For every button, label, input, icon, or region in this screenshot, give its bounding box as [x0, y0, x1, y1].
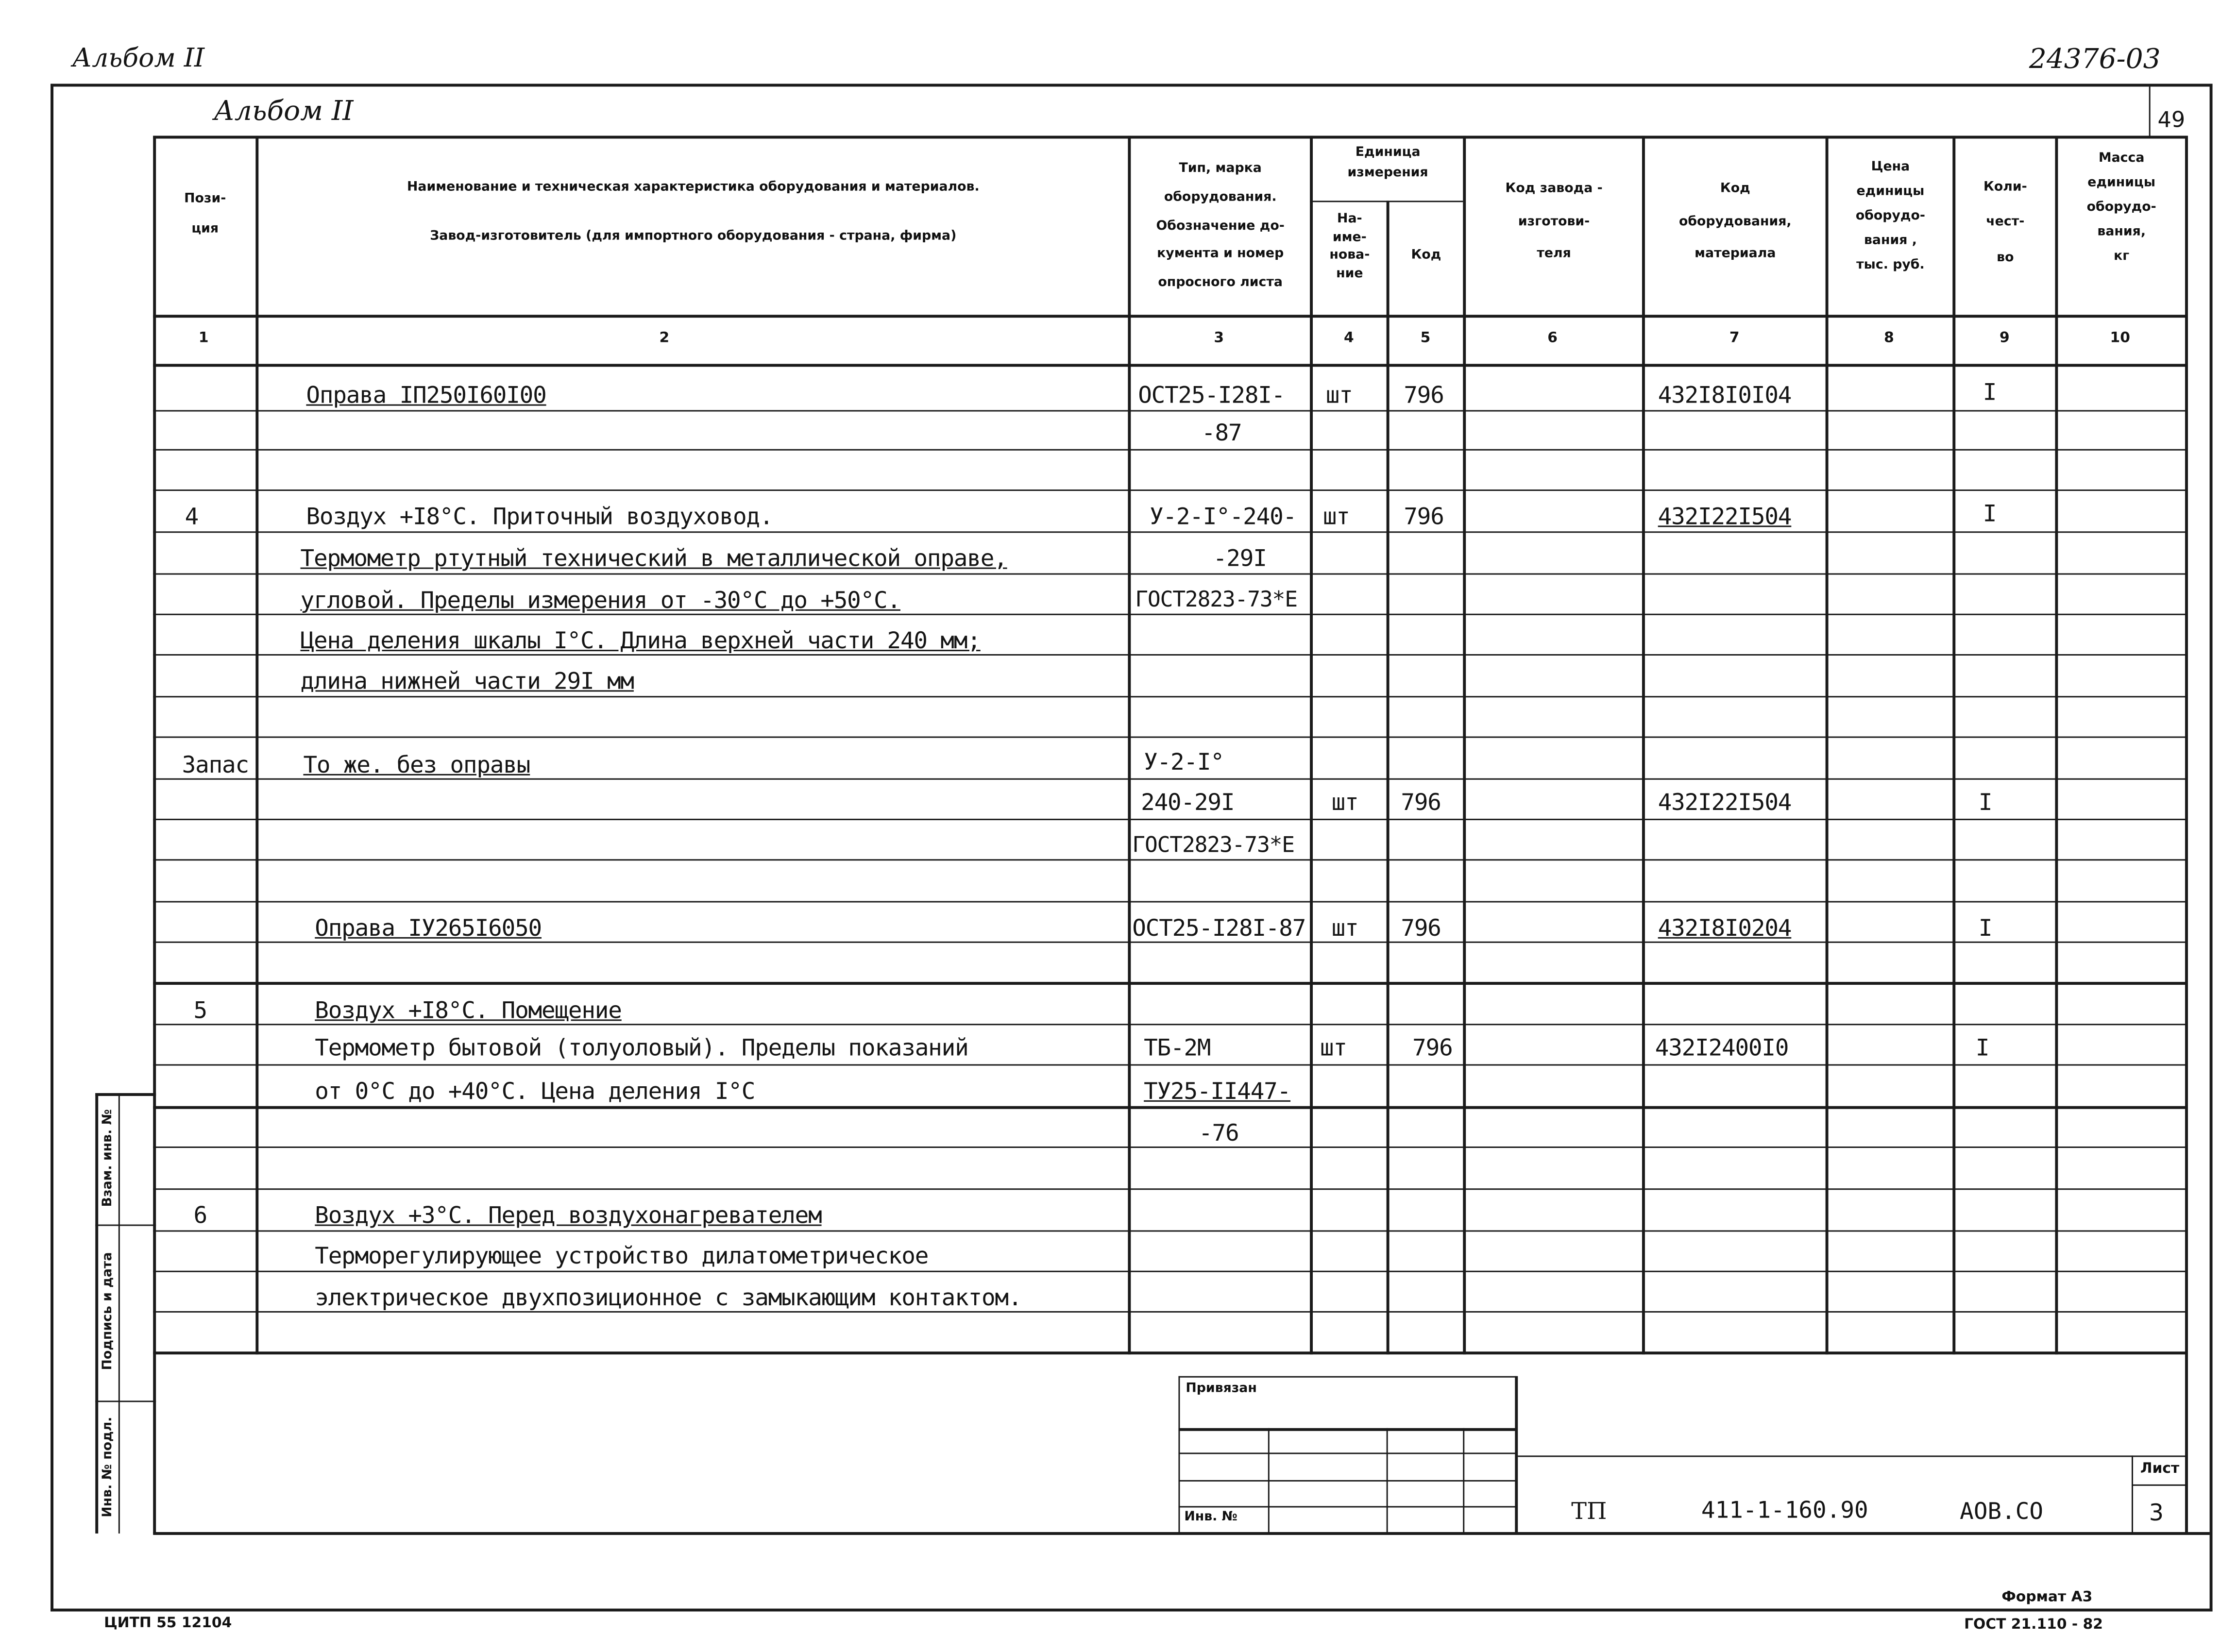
entry-doc: ГОСТ2823-73*Е — [1135, 586, 1297, 612]
stamp-line — [1518, 1455, 2188, 1457]
row-line — [153, 859, 2186, 860]
col-header-position: Пози- ция — [184, 192, 226, 236]
col-line-4 — [1387, 201, 1390, 1354]
col-header-unit-code: Код — [1411, 248, 1441, 263]
col-header-quantity: Коли- чест- во — [1983, 180, 2027, 265]
entry-qty: I — [1978, 788, 1992, 816]
entry-unit-code: 796 — [1404, 381, 1444, 409]
entry-unit: шт — [1325, 381, 1353, 409]
entry-unit-code: 796 — [1401, 788, 1441, 816]
table-top — [153, 136, 2186, 139]
entry-doc: 240-29I — [1141, 788, 1235, 816]
entry-code: 432I22I504 — [1658, 788, 1792, 816]
entry-unit: шт — [1331, 914, 1358, 942]
row-line — [153, 982, 2186, 985]
col-header-mass: Масса единицы оборудо- вания, кг — [2086, 152, 2156, 265]
frame-left — [51, 84, 53, 1611]
col-line-6 — [1642, 136, 1645, 1355]
row-line — [153, 1024, 2186, 1025]
col-number: 1 — [198, 330, 209, 347]
entry-name: Оправа IП250I60I00 — [306, 381, 546, 409]
entry-line: электрическое двухпозиционное с замыкающим контактом. — [315, 1283, 1022, 1312]
col-header-type: Тип, марка оборудования. Обозначение до- кумента и номер опросного листа — [1156, 162, 1285, 291]
col-header-plant-code: Код завода - изготови- теля — [1505, 182, 1603, 262]
row-line — [153, 654, 2186, 656]
entry-line: Цена деления шкалы I°С. Длина верхней части 240 мм; — [300, 626, 981, 655]
col-header-unit-name: На- име- нова- ние — [1329, 212, 1370, 282]
document-number: 24376-03 — [2029, 43, 2161, 75]
entry-doc: -29I — [1213, 544, 1267, 572]
side-label-vzam: Взам. инв. № — [101, 1109, 116, 1207]
row-line — [153, 489, 2186, 491]
entry-doc: ТУ25-II447- — [1144, 1077, 1291, 1105]
numbers-bottom-line — [153, 364, 2186, 367]
stamp-line — [1178, 1428, 1516, 1431]
page-number: 49 — [2157, 107, 2186, 133]
entry-position: 4 — [185, 502, 199, 530]
entry-name: Оправа IУ265I6050 — [315, 914, 542, 942]
entry-doc: ОСТ25-I28I-87 — [1132, 914, 1306, 942]
col-header-name-2: Завод-изготовитель (для импортного оборудования - страна, фирма) — [430, 229, 957, 244]
col-header-unit: Единица измерения — [1347, 146, 1428, 180]
entry-line: Терморегулирующее устройство дилатометрическое — [315, 1242, 929, 1269]
col-line-3 — [1310, 136, 1313, 1355]
table-bottom — [153, 1532, 2209, 1535]
entry-qty: I — [1983, 378, 1997, 406]
col-header-equipment-code: Код оборудования, материала — [1678, 182, 1792, 262]
entry-line: Воздух +I8°С. Помещение — [315, 996, 622, 1024]
row-line — [153, 1231, 2186, 1232]
entry-unit: шт — [1322, 502, 1350, 530]
col-line-7 — [1826, 136, 1829, 1355]
col-line-5 — [1463, 136, 1466, 1355]
row-line — [153, 1351, 2186, 1354]
stamp-sheet-label: Лист — [2140, 1461, 2180, 1477]
side-label-inv: Инв. № подл. — [101, 1416, 116, 1517]
row-line — [153, 1146, 2186, 1148]
row-line — [153, 1064, 2186, 1066]
col-number: 10 — [2110, 330, 2130, 347]
entry-line: Термометр ртутный технический в металлической оправе, — [300, 544, 1007, 572]
side-box-left — [95, 1093, 98, 1534]
entry-qty: I — [1975, 1034, 1989, 1062]
entry-doc: ГОСТ2823-73*Е — [1132, 831, 1294, 858]
row-line — [153, 737, 2186, 738]
stamp-line — [1178, 1480, 1516, 1482]
entry-unit-code: 796 — [1401, 914, 1441, 942]
frame-right — [2210, 84, 2213, 1611]
entry-line: угловой. Пределы измерения от -30°С до +50°С. — [300, 586, 900, 614]
entry-unit-code: 796 — [1412, 1034, 1453, 1062]
col-number: 6 — [1547, 330, 1558, 347]
stamp-line — [1387, 1428, 1388, 1532]
side-box-line — [95, 1225, 156, 1226]
row-line — [153, 901, 2186, 903]
col-number: 7 — [1729, 330, 1740, 347]
row-line — [153, 696, 2186, 697]
footer-gost: ГОСТ 21.110 - 82 — [1964, 1617, 2103, 1634]
entry-unit: шт — [1331, 788, 1358, 816]
row-line — [153, 778, 2186, 780]
row-line — [153, 819, 2186, 820]
row-line — [153, 942, 2186, 943]
header-bottom-line — [153, 315, 2186, 318]
table-right — [2185, 136, 2188, 1534]
stamp-project-number: 411-1-160.90 — [1701, 1496, 1868, 1524]
entry-line: Термометр бытовой (толуоловый). Пределы показаний — [315, 1034, 968, 1062]
side-box-line — [95, 1400, 156, 1402]
stamp-line — [2132, 1484, 2186, 1486]
col-header-name-1: Наименование и техническая характеристика оборудования и материалов. — [407, 180, 980, 195]
side-box-mid — [119, 1093, 120, 1534]
stamp-line — [1178, 1376, 1516, 1378]
entry-position: 6 — [193, 1201, 207, 1229]
stamp-line — [2132, 1455, 2133, 1534]
frame-top — [51, 84, 2212, 86]
stamp-inv-label: Инв. № — [1184, 1510, 1237, 1525]
stamp-line — [1268, 1428, 1270, 1532]
entry-doc: У-2-I° — [1144, 748, 1224, 775]
stamp-line — [1178, 1506, 1516, 1507]
row-line — [153, 531, 2186, 533]
footer-format: Формат А3 — [2001, 1589, 2093, 1606]
col-number: 4 — [1343, 330, 1354, 347]
stamp-sheet-number: 3 — [2149, 1499, 2164, 1527]
album-label-top: Альбом II — [72, 43, 205, 74]
page-box-divider — [2149, 86, 2151, 135]
entry-unit-code: 796 — [1404, 502, 1444, 530]
col-number: 5 — [1420, 330, 1431, 347]
entry-doc: -76 — [1199, 1119, 1239, 1147]
entry-position: Запас — [182, 751, 249, 778]
entry-line: Воздух +3°С. Перед воздухонагревателем — [315, 1201, 822, 1229]
col-line-1 — [255, 136, 258, 1355]
entry-code: 432I8I0I04 — [1658, 381, 1792, 409]
entry-name: То же. без оправы — [303, 751, 530, 778]
side-label-signature: Подпись и дата — [101, 1252, 116, 1370]
entry-line: от 0°С до +40°С. Цена деления I°С — [315, 1077, 755, 1105]
stamp-section-code: АОВ.СО — [1960, 1497, 2044, 1525]
col-number: 2 — [659, 330, 670, 347]
entry-line: длина нижней части 29I мм — [300, 667, 634, 695]
row-line — [153, 614, 2186, 615]
entry-code: 432I8I0204 — [1658, 914, 1792, 942]
row-line — [153, 573, 2186, 575]
entry-unit: шт — [1320, 1034, 1347, 1062]
entry-qty: I — [1983, 499, 1997, 527]
entry-doc: -87 — [1202, 419, 1242, 446]
entry-doc: ТБ-2М — [1144, 1034, 1211, 1062]
row-line — [153, 1106, 2186, 1109]
row-line — [153, 1311, 2186, 1313]
row-line — [153, 1188, 2186, 1190]
entry-doc: У-2-I°-240- — [1149, 502, 1296, 530]
col-number: 9 — [1999, 330, 2010, 347]
row-line — [153, 449, 2186, 451]
album-label-inner: Альбом II — [214, 95, 354, 127]
frame-bottom — [51, 1609, 2212, 1612]
col-line-9 — [2055, 136, 2058, 1355]
table-left — [153, 136, 156, 1534]
entry-code: 432I2400I0 — [1655, 1034, 1789, 1062]
row-line — [153, 1271, 2186, 1272]
stamp-project-prefix: ТП — [1571, 1497, 1607, 1525]
entry-line: Воздух +I8°С. Приточный воздуховод. — [306, 502, 773, 530]
stamp-line — [1463, 1428, 1464, 1532]
stamp-line — [1178, 1452, 1516, 1454]
col-line-8 — [1952, 136, 1955, 1355]
col-line-2 — [1128, 136, 1131, 1355]
entry-position: 5 — [193, 996, 207, 1024]
entry-qty: I — [1978, 914, 1992, 942]
stamp-bound-label: Привязан — [1186, 1382, 1257, 1397]
col-number: 8 — [1884, 330, 1894, 347]
footer-cpi: ЦИТП 55 12104 — [104, 1616, 232, 1632]
col-header-price: Цена единицы оборудо- вания , тыс. руб. — [1855, 160, 1926, 274]
entry-code: 432I22I504 — [1658, 502, 1792, 530]
col-number: 3 — [1214, 330, 1224, 347]
row-line — [153, 410, 2186, 412]
entry-doc: ОСТ25-I28I- — [1138, 381, 1285, 409]
